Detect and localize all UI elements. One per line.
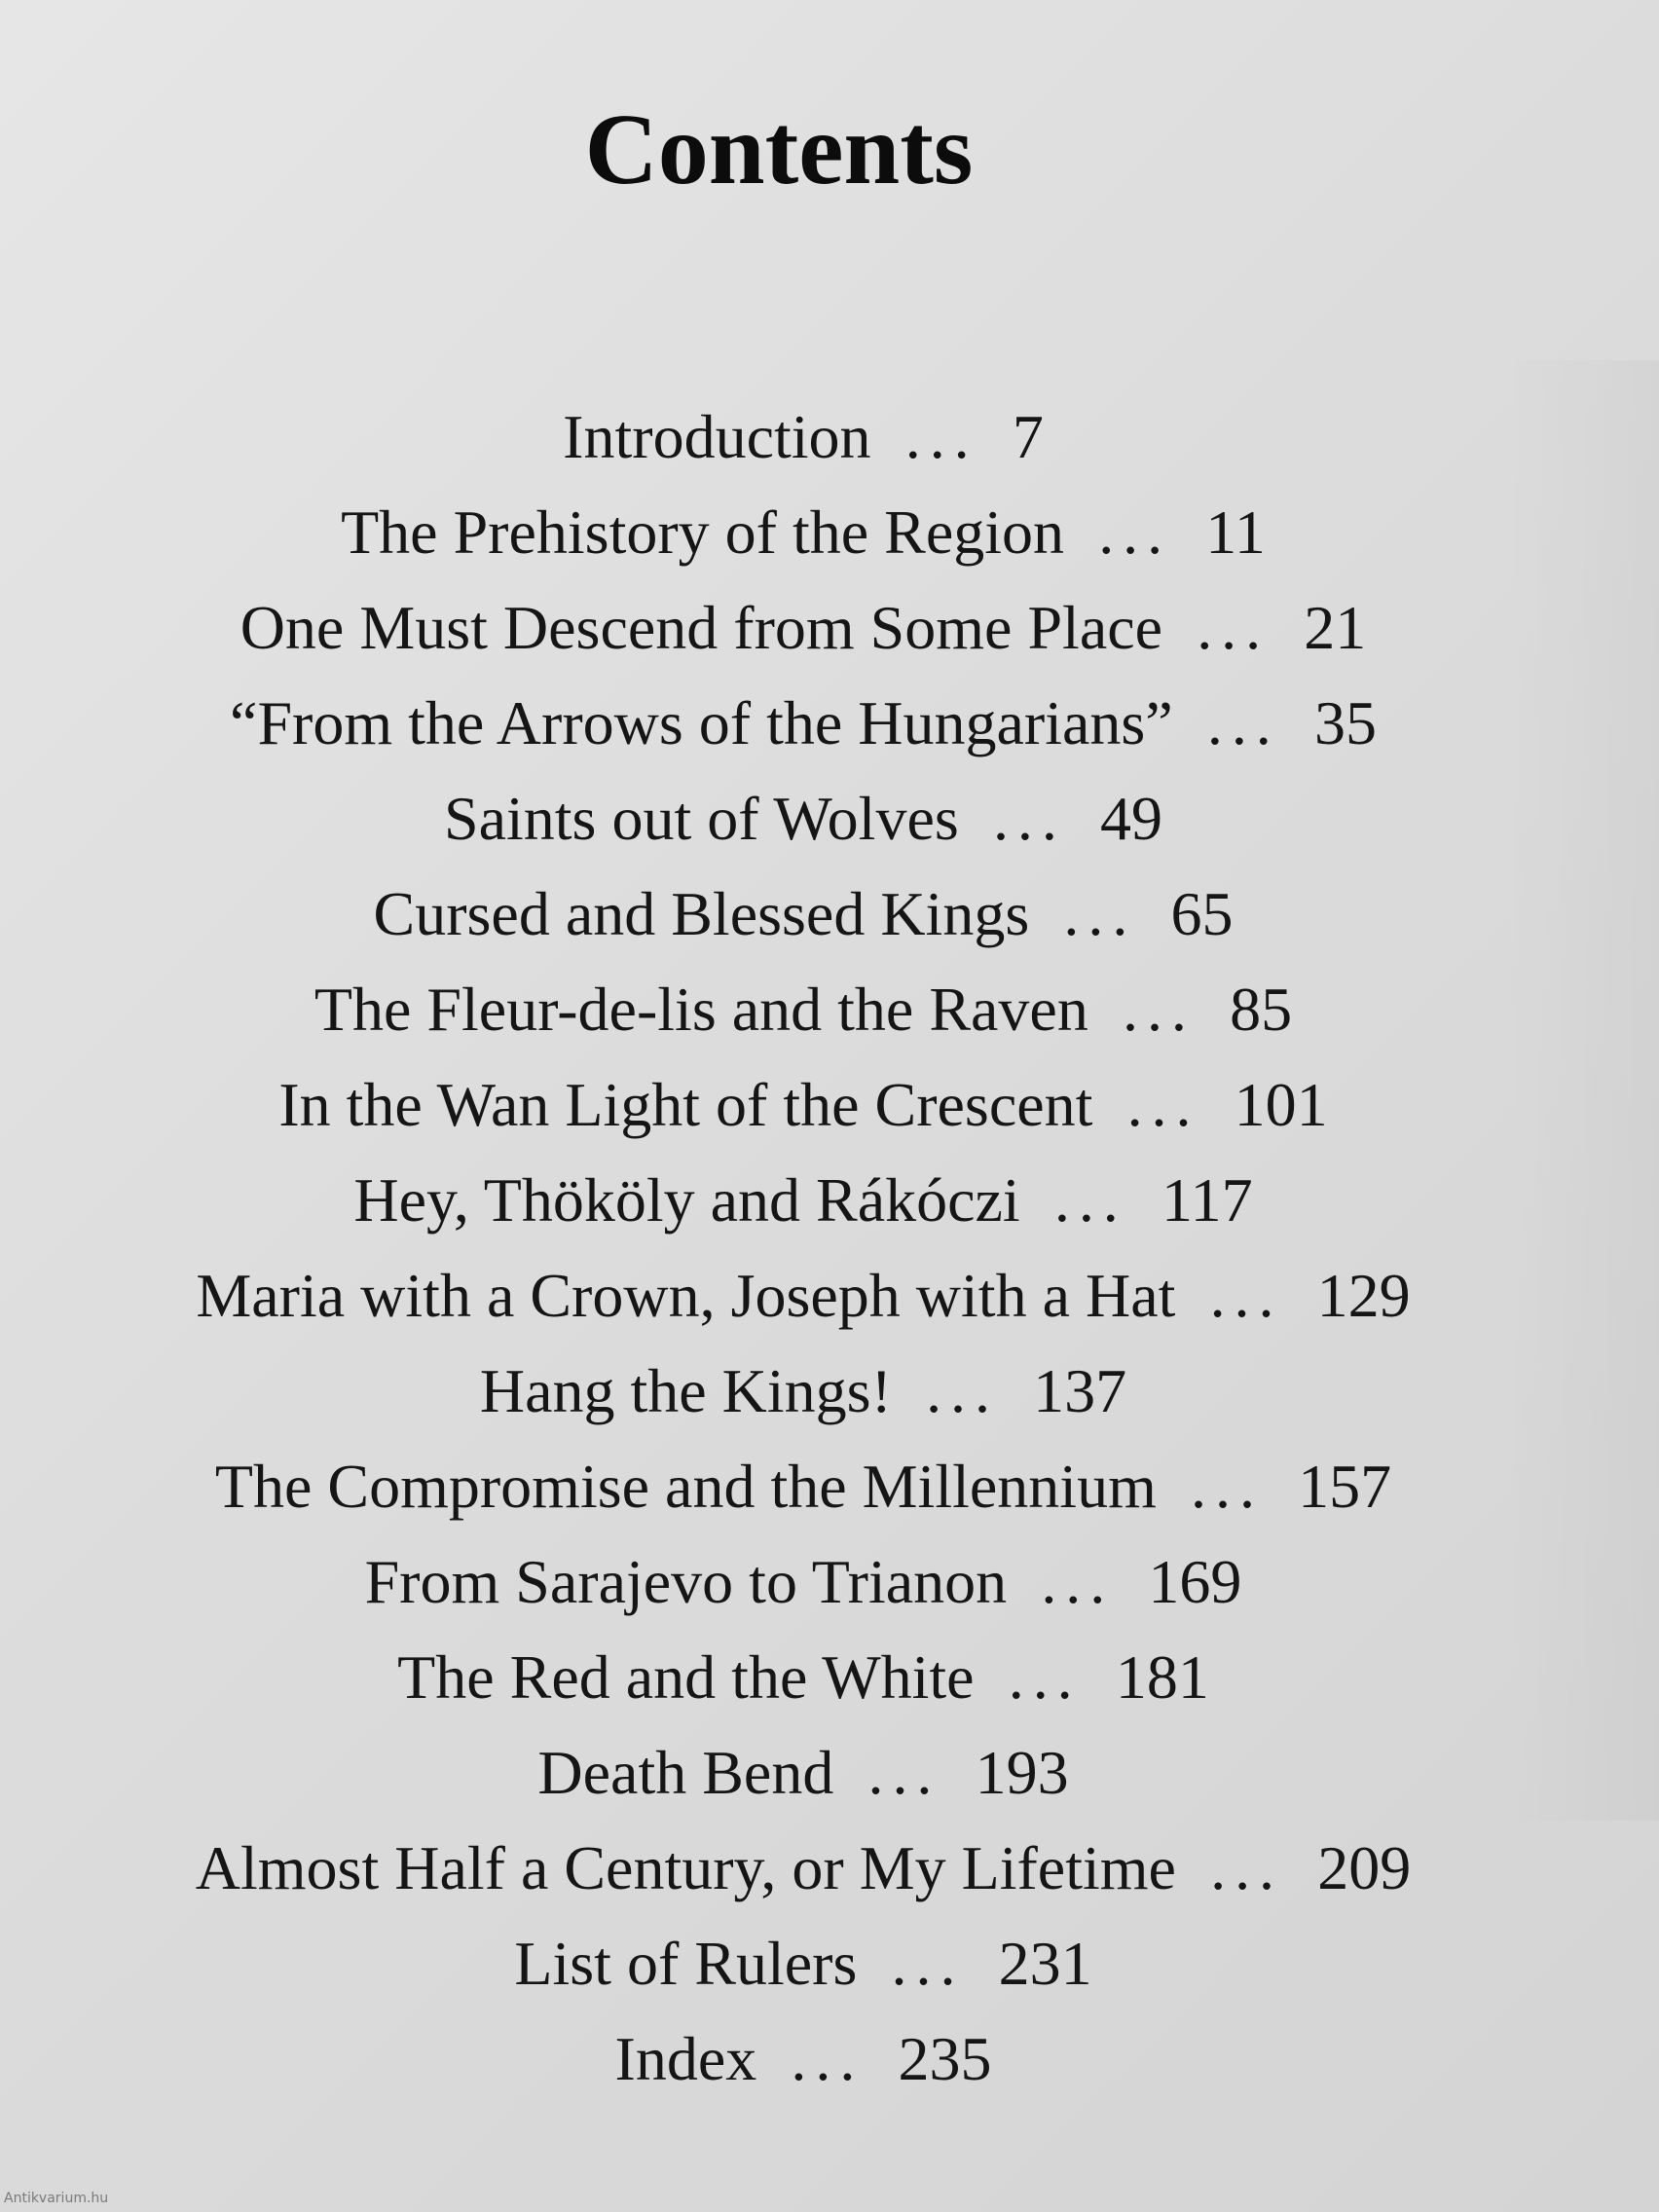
toc-entry-title: Saints out of Wolves xyxy=(443,784,959,853)
toc-entry xyxy=(0,1630,1606,1725)
toc-entry-leader: ... xyxy=(926,1356,999,1425)
toc-entry xyxy=(0,1534,1606,1630)
toc-entry xyxy=(0,676,1606,771)
toc-entry-leader: ... xyxy=(1197,593,1271,662)
toc-entry-page-number: 209 xyxy=(1317,1833,1412,1902)
toc-entry-title: The Red and the White xyxy=(397,1642,975,1712)
toc-entry-leader: ... xyxy=(1206,688,1280,757)
toc-entry-page-number: 117 xyxy=(1161,1165,1253,1235)
toc-entry-page-number: 181 xyxy=(1115,1642,1209,1712)
toc-entry-leader: ... xyxy=(1063,879,1137,948)
toc-entry-page-number: 157 xyxy=(1298,1452,1392,1521)
toc-entry xyxy=(0,485,1606,580)
toc-entry-leader: ... xyxy=(891,1929,965,1998)
toc-entry-leader: ... xyxy=(1123,975,1196,1044)
toc-entry-title: Hey, Thököly and Rákóczi xyxy=(353,1165,1020,1235)
toc-entry-page-number: 193 xyxy=(975,1738,1069,1807)
toc-entry xyxy=(0,1725,1606,1821)
toc-entry-leader: ... xyxy=(1126,1070,1200,1139)
toc-entry xyxy=(0,1153,1606,1248)
toc-entry-page-number: 101 xyxy=(1234,1070,1328,1139)
toc-entry-leader: ... xyxy=(1210,1833,1284,1902)
toc-entry xyxy=(0,866,1606,962)
toc-entry xyxy=(0,1439,1606,1534)
toc-entry-title: Death Bend xyxy=(537,1738,834,1807)
toc-entry xyxy=(0,1057,1606,1153)
toc-entry-page-number: 137 xyxy=(1033,1356,1127,1425)
page-title: Contents xyxy=(584,92,974,205)
watermark: Antikvarium.hu xyxy=(4,2191,109,2206)
toc-entry xyxy=(0,2011,1606,2107)
toc-entry xyxy=(0,1248,1606,1344)
toc-entry-leader: ... xyxy=(1209,1261,1283,1330)
toc-entry-title: In the Wan Light of the Crescent xyxy=(278,1070,1093,1139)
toc-entry-leader: ... xyxy=(992,784,1066,853)
toc-entry-leader: ... xyxy=(1191,1452,1264,1521)
toc-entry xyxy=(0,1916,1606,2011)
toc-entry-page-number: 65 xyxy=(1170,879,1234,948)
toc-entry-title: The Prehistory of the Region xyxy=(341,498,1065,567)
toc-entry-title: One Must Descend from Some Place xyxy=(240,593,1163,662)
toc-entry-title: List of Rulers xyxy=(514,1929,858,1998)
toc-entry-title: Almost Half a Century, or My Lifetime xyxy=(195,1833,1176,1902)
toc-entry-leader: ... xyxy=(1041,1547,1115,1616)
toc-entry-title: The Compromise and the Millennium xyxy=(214,1452,1157,1521)
toc-entry-leader: ... xyxy=(867,1738,941,1807)
toc-entry-title: Cursed and Blessed Kings xyxy=(373,879,1030,948)
toc-entry-page-number: 169 xyxy=(1148,1547,1242,1616)
toc-entry-page-number: 49 xyxy=(1100,784,1163,853)
toc-entry xyxy=(0,389,1606,485)
toc-entry-page-number: 235 xyxy=(898,2024,992,2093)
toc-entry xyxy=(0,1821,1606,1916)
toc-entry-title: From Sarajevo to Trianon xyxy=(364,1547,1008,1616)
toc-entry-page-number: 85 xyxy=(1230,975,1293,1044)
toc-entry-leader: ... xyxy=(1008,1642,1082,1712)
toc-entry-title: Introduction xyxy=(563,402,871,471)
toc-entry-page-number: 7 xyxy=(1012,402,1044,471)
toc-entry xyxy=(0,771,1606,866)
toc-entry-page-number: 35 xyxy=(1313,688,1377,757)
toc-entry-leader: ... xyxy=(904,402,978,471)
toc-entry-leader: ... xyxy=(1098,498,1172,567)
toc-entry-leader: ... xyxy=(1053,1165,1127,1235)
toc-entry-title: Index xyxy=(614,2024,757,2093)
toc-entry-title: The Fleur-de-lis and the Raven xyxy=(313,975,1088,1044)
toc-entry-page-number: 231 xyxy=(998,1929,1092,1998)
toc-entry xyxy=(0,962,1606,1057)
toc-entry-title: Hang the Kings! xyxy=(479,1356,892,1425)
toc-entry-page-number: 129 xyxy=(1316,1261,1411,1330)
toc-entry-page-number: 21 xyxy=(1304,593,1367,662)
toc-entry-title: “From the Arrows of the Hungarians” xyxy=(230,688,1173,757)
toc-entry-page-number: 11 xyxy=(1205,498,1266,567)
toc-entry-title: Maria with a Crown, Joseph with a Hat xyxy=(196,1261,1176,1330)
toc-entry xyxy=(0,580,1606,676)
toc-entry-leader: ... xyxy=(791,2024,865,2093)
toc-entry xyxy=(0,1344,1606,1439)
table-of-contents xyxy=(0,389,1606,2107)
